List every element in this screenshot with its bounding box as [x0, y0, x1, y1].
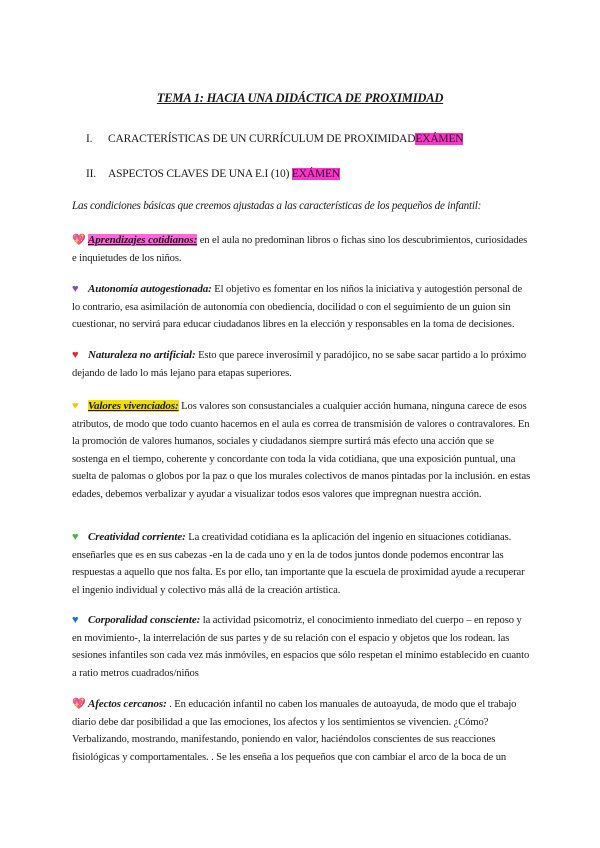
section-corporalidad — [72, 612, 532, 682]
section-valores — [72, 398, 532, 504]
section-label: Autonomía autogestionada: — [88, 283, 212, 295]
section-afectos — [72, 696, 532, 766]
sparkling-heart-icon: 💖 — [72, 698, 86, 710]
section-autonomia — [72, 281, 532, 334]
section-label: Aprendizajes cotidianos: — [88, 234, 198, 246]
list-item-2 — [86, 168, 340, 180]
section-text: la actividad psicomotriz, el conocimiento inmediato del cuerpo – en reposo y en movimiento-, la interrelación de sus partes y de su relación con el espacio y objetos que los rodean. las sesiones infantiles son cada vez más inmóviles, en espacios que sólo respetan el mínimo establecido en cuanto a ratio metros cuadrados/niños — [72, 615, 530, 679]
list-number: I. — [86, 133, 93, 145]
section-text: Esto que parece inverosímil y paradójico, no se sabe sacar partido a lo próximo dejando de lado lo más lejano para etapas superiores. — [72, 350, 527, 379]
section-naturaleza — [72, 347, 532, 382]
page-title: TEMA 1: HACIA UNA DIDÁCTICA DE PROXIMIDAD — [156, 91, 444, 105]
section-text: en el aula no predominan libros o fichas sino los descubrimientos, curiosidades e inquietudes de los niños. — [72, 235, 528, 264]
section-text: El objetivo es fomentar en los niños la iniciativa y autogestión personal de lo contrario, esa asimilación de autonomía con obediencia, docilidad o con el seguimiento de un guion sin cuestionar, no servirá para educar ciudadanos libres en la elección y responsables en la toma de decisiones. — [72, 284, 523, 331]
section-label: Valores vivenciados: — [88, 400, 179, 412]
section-aprendizajes — [72, 232, 532, 267]
sparkling-heart-icon: 💖 — [72, 234, 86, 246]
list-number: II. — [86, 168, 96, 180]
exam-badge: EXÁMEN — [415, 133, 464, 145]
red-heart-icon: ♥ — [72, 349, 79, 361]
purple-heart-icon: ♥ — [72, 283, 79, 295]
section-creatividad — [72, 529, 532, 599]
list-text: CARACTERÍSTICAS DE UN CURRÍCULUM DE PROXIMIDAD — [108, 133, 416, 145]
section-text: La creatividad cotidiana es la aplicación del ingenio en situaciones cotidianas. enseñarles que es en sus cabezas -en la de cada uno y en la de todos juntos donde podemos encontrar las respuestas a aquello que nos falta. Es por ello, tan importante que la escuela de proximidad ayude a recuperar el ingenio individual y colectivo más allá de la creación artística. — [72, 532, 525, 596]
section-label: Afectos cercanos: — [88, 698, 167, 710]
list-text: ASPECTOS CLAVES DE UNA E.I (10) — [108, 168, 290, 180]
section-label: Naturaleza no artificial: — [88, 349, 196, 361]
list-item-1 — [86, 133, 464, 145]
intro-text: Las condiciones básicas que creemos ajustadas a las características de los pequeños de infantil: — [72, 200, 482, 212]
section-text: Los valores son consustanciales a cualquier acción humana, ninguna carece de esos atributos, de modo que todo cuanto hacemos en el aula es correa de transmisión de valores o contravalores. En la promoción de valores humanos, sociales y ciudadanos siempre surtirá más efecto una acción que se sostenga en el tiempo, coherente y concordante con toda la vida cotidiana, que una exposición puntual, una suelta de palomas o globos por la paz o que los murales colectivos de manos pintadas por la inclusión. en estas edades, debemos verbalizar y ayudar a visualizar todos esos valores que impregnan nuestra acción. — [72, 401, 531, 500]
exam-badge: EXÁMEN — [291, 168, 340, 180]
section-label: Creatividad corriente: — [88, 531, 186, 543]
section-text: . En educación infantil no caben los manuales de autoayuda, de modo que el trabajo diario debe dar posibilidad a que las emociones, los afectos y los sentimientos se vivencien. ¿Cómo? Verbalizando, mostrando, manifestando, poniendo en valor, haciéndolos conscientes de sus reacciones fisiológicas y comportamentales. . Se les enseña a los pequeños que con cambiar el arco de la boca de un — [72, 699, 517, 763]
section-label: Corporalidad consciente: — [88, 614, 201, 626]
green-heart-icon: ♥ — [72, 531, 79, 543]
yellow-heart-icon: ♥ — [72, 400, 79, 412]
blue-heart-icon: ♥ — [72, 614, 79, 626]
